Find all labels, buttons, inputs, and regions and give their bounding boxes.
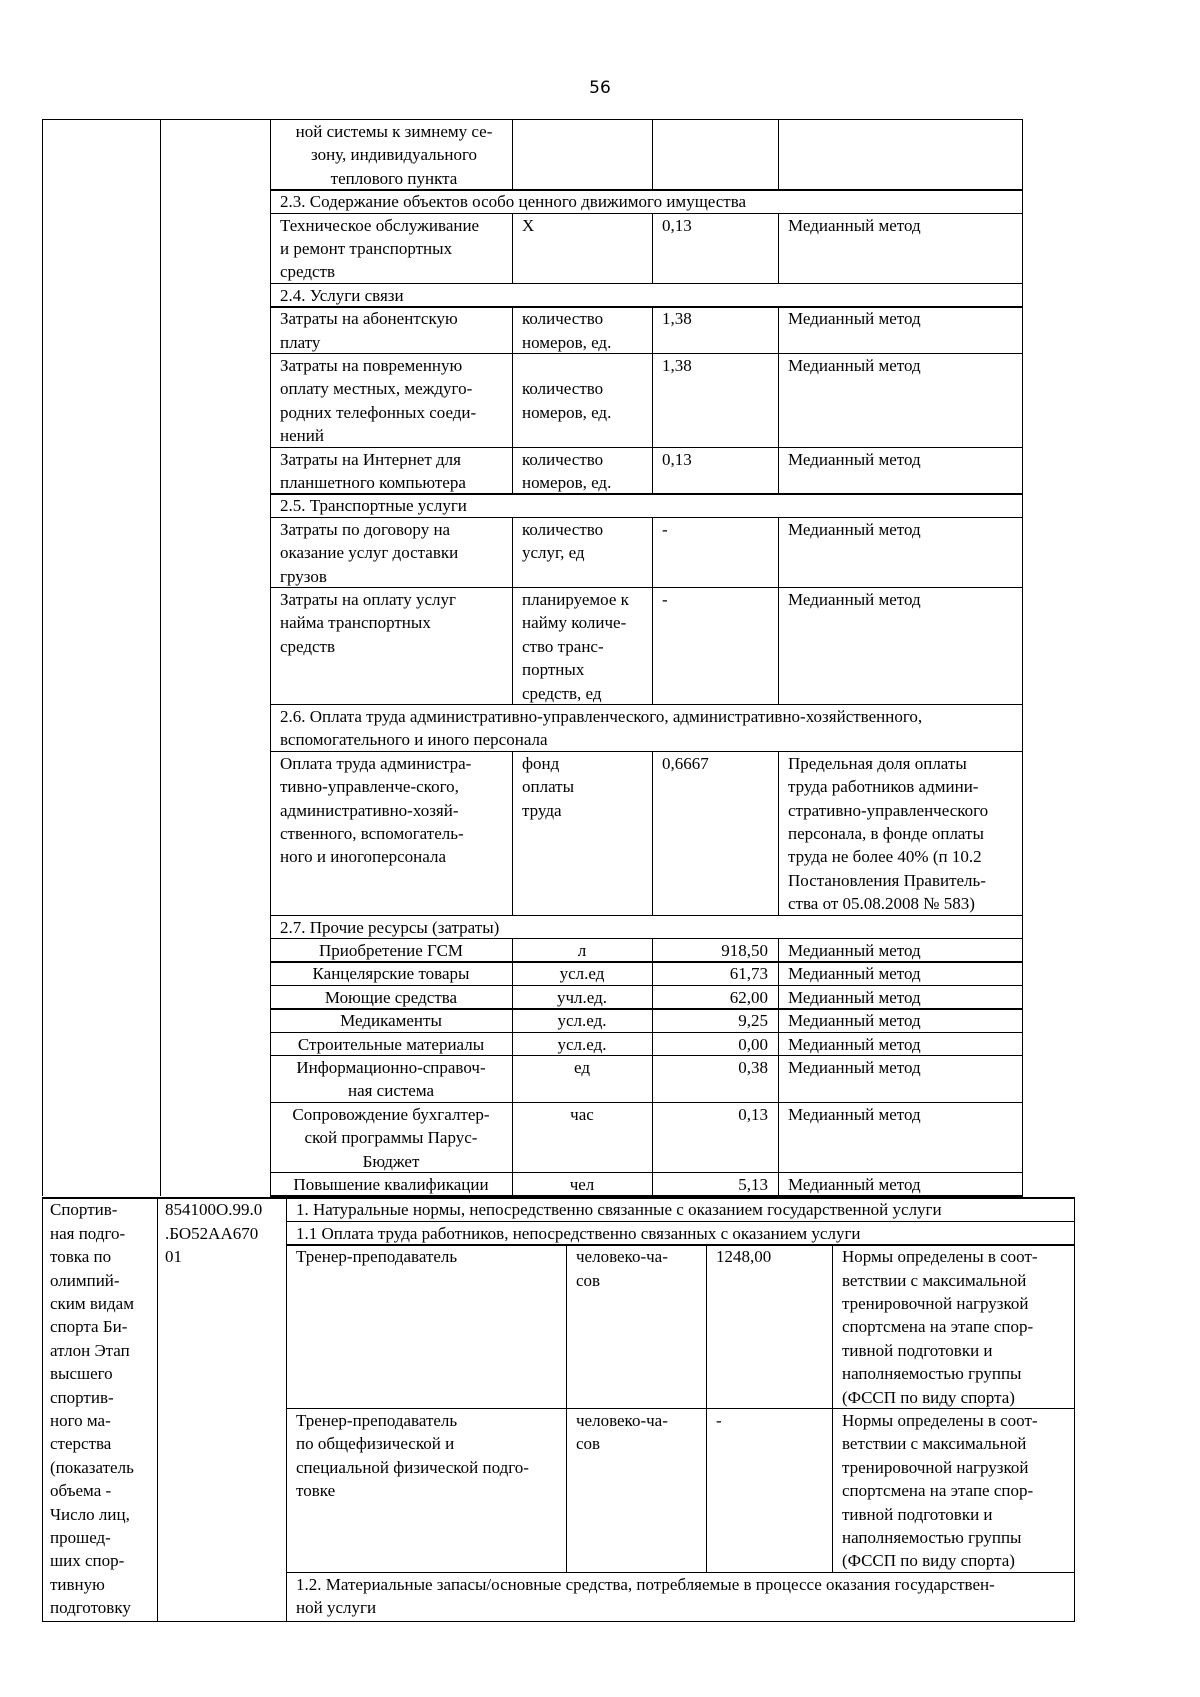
staff-value: - [716, 1411, 722, 1430]
cost-item-value: 1,38 [662, 309, 692, 329]
col-rule [512, 1102, 513, 1173]
col-rule [706, 1244, 707, 1409]
service-code: 854100О.99.0 .БО52АА670 01 [165, 1200, 263, 1267]
resource-value: 0,00 [738, 1034, 768, 1054]
top-border-left [42, 119, 271, 120]
lower-left-border [42, 1197, 43, 1621]
col-rule [566, 1244, 567, 1409]
resource-method: Медианный метод [788, 1104, 921, 1124]
resource-value: 918,50 [721, 941, 768, 960]
col-rule [778, 985, 779, 1009]
cost-item-name: Затраты на оплату услуг найма транспортных средств [280, 590, 457, 656]
col-rule [652, 1102, 653, 1173]
resource-name: Строительные материалы [297, 1034, 485, 1054]
resource-unit: час [570, 1104, 594, 1124]
right-border [1022, 119, 1023, 1196]
resource-unit: усл.ед. [557, 1034, 607, 1054]
cost-item-name: Оплата труда администра- тивно-управленче-ского, административно-хозяй- ственного, вспомогатель- ного и иногоперсонала [280, 753, 472, 867]
col-rule [652, 985, 653, 1009]
col-rule [832, 1244, 833, 1409]
resource-method: Медианный метод [788, 1175, 921, 1194]
cost-item-value: 0,13 [662, 215, 692, 235]
resource-method: Медианный метод [788, 941, 921, 960]
col-rule [652, 213, 653, 284]
col-rule [706, 1408, 707, 1573]
col-rule [778, 751, 779, 916]
staff-value: 1248,00 [716, 1247, 772, 1267]
staff-unit: человеко-ча- сов [576, 1247, 668, 1290]
col-rule [512, 587, 513, 705]
resource-name: Повышение квалификации [293, 1175, 489, 1194]
col-rule [652, 938, 653, 962]
page-number: 56 [589, 78, 611, 98]
resource-name: Моющие средства [324, 987, 458, 1007]
staff-method: Нормы определены в соот- ветствии с максимальной тренировочной нагрузкой спортсмена на этапе спор- тивной подготовки и наполняемостью группы (ФССП по виду спорта) [842, 1411, 1038, 1571]
resource-unit: усл.ед. [557, 1011, 607, 1031]
col-rule [652, 1032, 653, 1056]
resource-method: Медианный метод [788, 987, 921, 1007]
col-rule [512, 1055, 513, 1103]
resource-unit: усл.ед [559, 964, 605, 984]
col-rule [512, 353, 513, 448]
col-rule [566, 1408, 567, 1573]
section-heading: 2.5. Транспортные услуги [280, 496, 467, 516]
cost-item-name: Затраты по договору на оказание услуг доставки грузов [280, 519, 459, 586]
col-rule [512, 751, 513, 916]
cost-item-method: Медианный метод [788, 356, 921, 375]
resource-name: Медикаменты [340, 1011, 442, 1031]
staff-method: Нормы определены в соот- ветствии с максимальной тренировочной нагрузкой спортсмена на этапе спор- тивной подготовки и наполняемостью группы (ФССП по виду спорта) [842, 1247, 1038, 1407]
cost-item-method: Предельная доля оплаты труда работников админи- стративно-управленческого персонала, в фонде оплаты труда не более 40% (п 10.2 Постановления Правитель- ства от 05.08.2008 № 583) [788, 753, 989, 914]
resource-method: Медианный метод [788, 964, 921, 984]
cost-item-unit: фонд оплаты труда [522, 753, 575, 820]
col-rule [652, 1055, 653, 1103]
cost-item-value: 0,13 [662, 449, 692, 469]
left-border [42, 119, 43, 1196]
cost-item-value: - [662, 519, 668, 539]
cost-item-method: Медианный метод [788, 519, 921, 539]
resource-value: 0,13 [738, 1104, 768, 1124]
cost-item-value: - [662, 590, 668, 609]
resource-value: 61,73 [729, 964, 768, 984]
section-heading: 1. Натуральные нормы, непосредственно связанные с оказанием государственной услуги [296, 1200, 942, 1220]
resource-method: Медианный метод [788, 1011, 921, 1031]
cost-item-unit: количество услуг, ед [522, 519, 604, 563]
col-rule [652, 119, 653, 190]
resource-method: Медианный метод [788, 1034, 921, 1054]
col-rule [652, 961, 653, 985]
col-rule [778, 1008, 779, 1032]
resource-unit: ед [574, 1058, 590, 1077]
col-rule [778, 353, 779, 448]
cost-item-value: 0,6667 [662, 753, 709, 773]
section-heading: 2.4. Услуги связи [280, 285, 404, 305]
lower-bottom-border [42, 1621, 1075, 1622]
col-rule [778, 587, 779, 705]
cost-item-method: Медианный метод [788, 309, 921, 329]
cost-item-unit: Х [522, 215, 535, 235]
service-name: Спортив- ная подго- товка по олимпий- ским видам спорта Би- атлон Этап высшего спортив- ного ма- стерства (показатель объема - Число лиц, прошед- ших спор- тивную подготовку [50, 1200, 134, 1618]
cost-item-method: Медианный метод [788, 449, 921, 469]
code-col-border [160, 119, 161, 1196]
col-rule [778, 1055, 779, 1103]
col-rule [778, 938, 779, 962]
staff-position: Тренер-преподаватель по общефизической и специальной физической подго- товке [296, 1411, 529, 1501]
staff-unit: человеко-ча- сов [576, 1411, 668, 1454]
resource-value: 62,00 [729, 987, 768, 1007]
cost-item-name: Затраты на абонентскую плату [280, 309, 458, 352]
col-rule [512, 1032, 513, 1056]
col-rule [512, 447, 513, 495]
section-heading: 1.1 Оплата труда работников, непосредственно связанных с оказанием услуги [296, 1223, 861, 1243]
col-rule [652, 751, 653, 916]
staff-position: Тренер-преподаватель [296, 1247, 458, 1267]
cost-item-name: Затраты на Интернет для планшетного компьютера [280, 449, 466, 492]
col-rule [652, 1008, 653, 1032]
col-rule [652, 447, 653, 495]
col-rule [512, 1172, 513, 1196]
resource-unit: учл.ед. [556, 987, 607, 1007]
col-rule [778, 961, 779, 985]
lower-name-border [286, 1197, 287, 1621]
col-rule [512, 985, 513, 1009]
cost-item-name: ной системы к зимнему се- зону, индивидуального теплового пункта [295, 122, 493, 188]
resource-unit: л [577, 941, 587, 960]
resource-name: Информационно-справоч- ная система [296, 1058, 486, 1101]
col-rule [652, 1172, 653, 1196]
col-rule [512, 306, 513, 354]
col-rule [778, 1102, 779, 1173]
col-rule [652, 306, 653, 354]
col-rule [652, 517, 653, 588]
col-rule [778, 119, 779, 190]
resource-value: 9,25 [738, 1011, 768, 1031]
section-heading: 2.3. Содержание объектов особо ценного движимого имущества [280, 192, 747, 212]
col-rule [652, 353, 653, 448]
col-rule [652, 587, 653, 705]
resource-name: Сопровождение бухгалтер- ской программы Парус- Бюджет [292, 1104, 490, 1171]
cost-item-method: Медианный метод [788, 590, 921, 609]
section-heading: 2.6. Оплата труда административно-управленческого, административно-хозяйственного, вспомогательного и иного персонала [280, 707, 923, 750]
col-rule [778, 447, 779, 495]
resource-value: 5,13 [738, 1175, 768, 1194]
col-rule [512, 517, 513, 588]
cost-item-unit: количество номеров, ед. [522, 449, 612, 492]
col-rule [512, 1008, 513, 1032]
lower-code-border [157, 1197, 158, 1621]
col-rule [512, 213, 513, 284]
cost-item-value: 1,38 [662, 356, 692, 375]
col-rule [512, 961, 513, 985]
resource-method: Медианный метод [788, 1058, 921, 1077]
name-col-border [270, 119, 271, 1196]
col-rule [778, 1172, 779, 1196]
cost-item-unit: количество номеров, ед. [522, 379, 612, 422]
col-rule [778, 306, 779, 354]
cost-item-method: Медианный метод [788, 215, 921, 235]
section-heading: 1.2. Материальные запасы/основные средства, потребляемые в процессе оказания государствен- ной услуги [296, 1574, 995, 1618]
lower-right-border [1074, 1197, 1075, 1621]
cost-item-name: Затраты на повременную оплату местных, междуго- родних телефонных соеди- нений [280, 356, 477, 446]
cost-item-unit: количество номеров, ед. [522, 309, 612, 352]
cost-item-name: Техническое обслуживание и ремонт транспортных средств [280, 215, 480, 282]
cost-item-unit: планируемое к найму количе- ство транс- портных средств, ед [522, 590, 629, 703]
col-rule [778, 517, 779, 588]
section-heading: 2.7. Прочие ресурсы (затраты) [280, 917, 500, 937]
col-rule [512, 119, 513, 190]
col-rule [512, 938, 513, 962]
col-rule [778, 1032, 779, 1056]
resource-value: 0,38 [738, 1058, 768, 1077]
col-rule [778, 213, 779, 284]
resource-name: Приобретение ГСМ [318, 941, 464, 960]
col-rule [832, 1408, 833, 1573]
resource-name: Канцелярские товары [312, 964, 470, 984]
resource-unit: чел [569, 1175, 595, 1194]
